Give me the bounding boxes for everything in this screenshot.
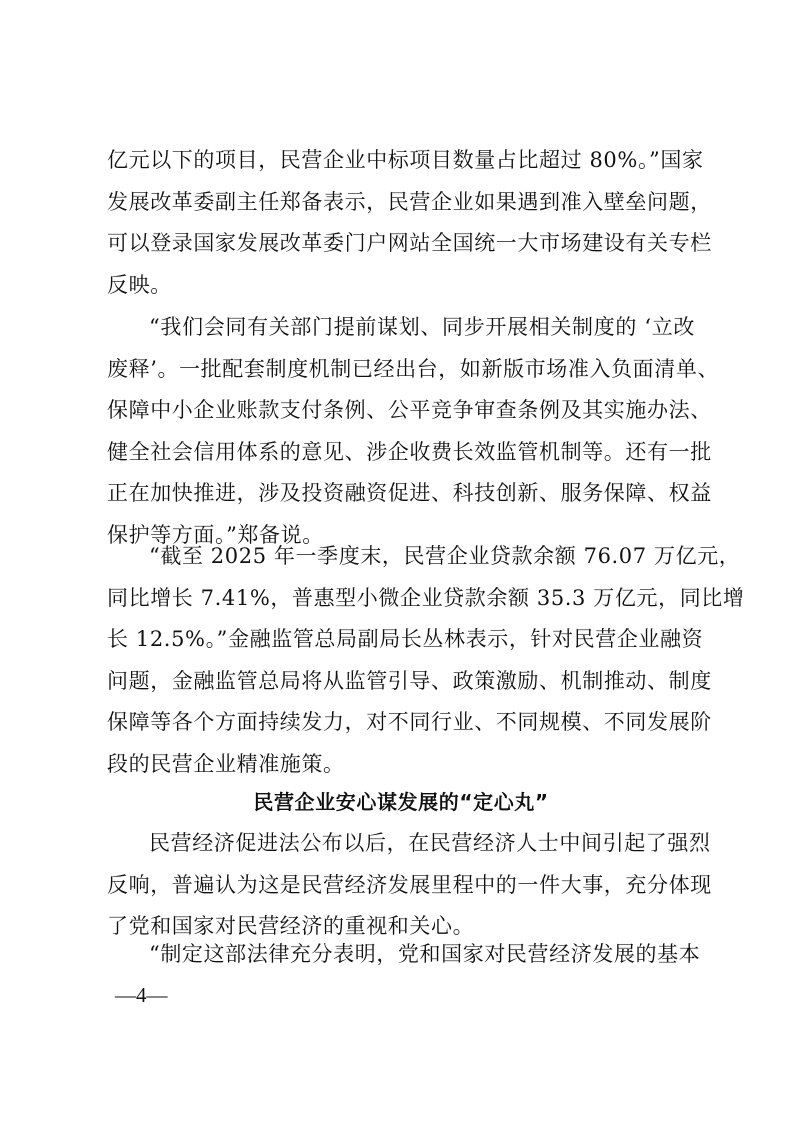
text-line: 反响，普遍认为这是民营经济发展里程中的一件大事，充分体现 (107, 872, 712, 897)
paragraph-law-response (107, 823, 712, 948)
text-line: 发展改革委副主任郑备表示，民营企业如果遇到准入壁垒问题， (107, 189, 712, 214)
text-line: 反映。 (107, 272, 172, 297)
text-line: 问题，金融监管总局将从监管引导、政策激励、机制推动、制度 (107, 668, 712, 693)
text-line: 废释’。一批配套制度机制已经出台，如新版市场准入负面清单、 (107, 356, 720, 381)
text-line: 保护等方面。”郑备说。 (107, 522, 324, 547)
paragraph-reform-measures (107, 307, 720, 556)
text-line: “我们会同有关部门提前谋划、同步开展相关制度的 ‘立改 (149, 315, 695, 339)
text-line: 了党和国家对民营经济的重视和关心。 (107, 914, 475, 938)
paragraph-continuation (107, 140, 712, 306)
paragraph-law-significance (107, 934, 701, 976)
text-line: 段的民营企业精准施策。 (107, 751, 345, 776)
section-heading: 民营企业安心谋发展的“定心丸” (253, 790, 549, 814)
text-line: “截至 2025 年一季度末，民营企业贷款余额 76.07 万亿元， (149, 544, 741, 568)
text-line: 保障等各个方面持续发力，对不同行业、不同规模、不同发展阶 (107, 710, 712, 734)
text-line: 保障中小企业账款支付条例、公平竞争审查条例及其实施办法、 (107, 398, 712, 422)
text-line: “制定这部法律充分表明，党和国家对民营经济发展的基本 (149, 942, 701, 966)
text-line: 可以登录国家发展改革委门户网站全国统一大市场建设有关专栏 (107, 231, 712, 255)
page-number: —4— (115, 983, 168, 1007)
text-line: 长 12.5%。”金融监管总局副局长丛林表示，针对民营企业融资 (107, 627, 704, 651)
text-line: 亿元以下的项目，民营企业中标项目数量占比超过 80%。”国家 (107, 148, 704, 172)
text-line: 同比增长 7.41%，普惠型小微企业贷款余额 35.3 万亿元，同比增 (107, 585, 745, 610)
text-line: 正在加快推进，涉及投资融资促进、科技创新、服务保障、权益 (107, 481, 712, 505)
paragraph-loan-statistics (107, 536, 745, 785)
text-line: 健全社会信用体系的意见、涉企收费长效监管机制等。还有一批 (107, 439, 712, 464)
text-line: 民营经济促进法公布以后，在民营经济人士中间引起了强烈 (149, 831, 711, 855)
